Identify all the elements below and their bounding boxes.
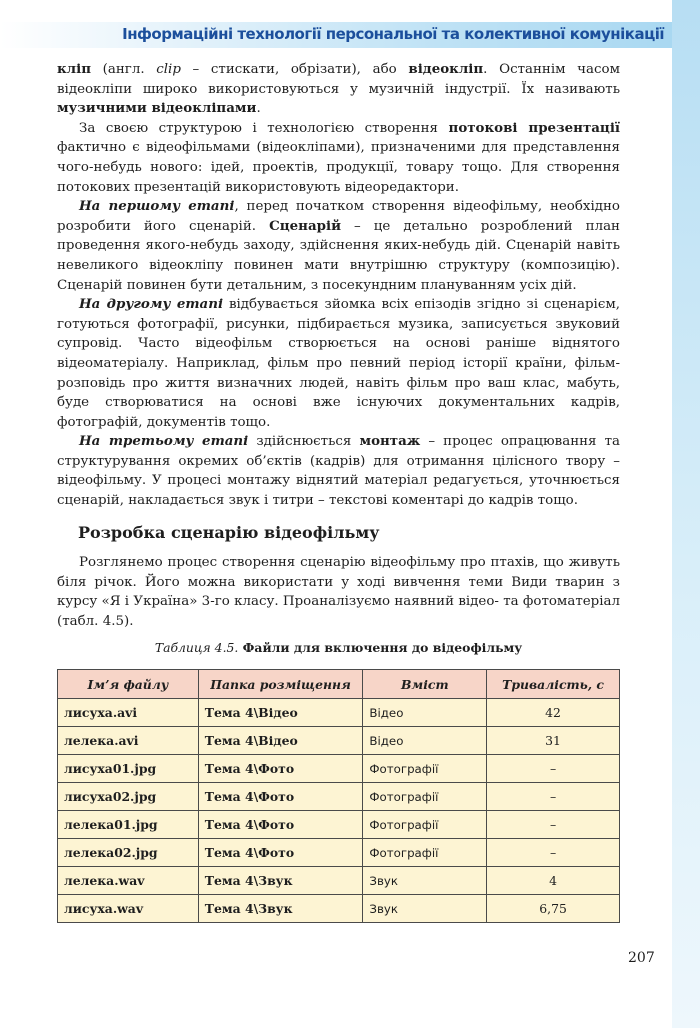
table-row — [58, 727, 620, 755]
cell-filename: лисуха.wav — [58, 895, 199, 923]
section-heading: Розробка сценарію відеофільму — [78, 523, 380, 542]
column-header-filename: Ім’я файлу — [58, 670, 199, 699]
cell-content: Фотографії — [363, 811, 487, 839]
cell-content: Фотографії — [363, 755, 487, 783]
paragraph-scenario-intro: Розглянемо процес створення сценарію відеофільму про птахів, що живуть біля річок. Його можна використати у ході вивчення теми Види тварин з курсу «Я і Україна» 3-го класу. Проаналізуємо наявний відео- та фотоматеріал (табл. 4.5). — [57, 555, 620, 629]
cell-duration: 6,75 — [487, 895, 620, 923]
cell-filename: лелека.avi — [58, 727, 199, 755]
cell-filename: лелека01.jpg — [58, 811, 199, 839]
cell-folder: Тема 4\Відео — [198, 727, 363, 755]
running-header-title: Інформаційні технології персональної та колективної комунікації — [122, 25, 664, 43]
cell-content: Звук — [363, 867, 487, 895]
cell-content: Фотографії — [363, 783, 487, 811]
cell-folder: Тема 4\Звук — [198, 867, 363, 895]
table-row — [58, 867, 620, 895]
paragraph-stage-three: На третьому етапі здійснюється монтаж – процес опрацювання та структурування окремих об’єктів (кадрів) для отримання цілісного твору – відеофільму. У процесі монтажу віднятий матеріал редагується, уточнюється сценарій, накладається звук і титри – текстові коментарі до кадрів тощо. — [57, 433, 620, 509]
table-row — [58, 783, 620, 811]
column-header-duration: Тривалість, с — [487, 670, 620, 699]
cell-content: Відео — [363, 699, 487, 727]
cell-duration: 42 — [487, 699, 620, 727]
cell-duration: – — [487, 839, 620, 867]
cell-content: Звук — [363, 895, 487, 923]
cell-filename: лелека.wav — [58, 867, 199, 895]
cell-folder: Тема 4\Фото — [198, 783, 363, 811]
cell-filename: лелека02.jpg — [58, 839, 199, 867]
table-row — [58, 755, 620, 783]
files-table — [57, 669, 620, 923]
table-caption: Таблиця 4.5. Файли для включення до відеофільму — [154, 640, 523, 655]
paragraph-clip: кліп (англ. clip – стискати, обрізати), або відеокліп. Останнім часом відеокліпи широко використовуються у музичній індустрії. Їх називають музичними відеокліпами. — [57, 61, 620, 117]
cell-duration: – — [487, 811, 620, 839]
cell-duration: 31 — [487, 727, 620, 755]
cell-folder: Тема 4\Фото — [198, 839, 363, 867]
cell-duration: – — [487, 783, 620, 811]
column-header-content: Вміст — [363, 670, 487, 699]
cell-duration: – — [487, 755, 620, 783]
table-row — [58, 839, 620, 867]
table-header-row — [58, 670, 620, 699]
paragraph-stage-one: На першому етапі, перед початком створення відеофільму, необхідно розробити його сценарій. Сценарій – це детально розроблений план проведення якого-небудь заходу, здійснення яких-небудь дій. Сценарій навіть невеликого відеокліпу повинен мати внутрішню структуру (композицію). Сценарій повинен бути детальним, з посекундним плануванням усіх дій. — [57, 198, 620, 293]
table-row — [58, 895, 620, 923]
cell-filename: лисуха02.jpg — [58, 783, 199, 811]
side-decoration-strip — [672, 0, 700, 1028]
paragraph-stage-two: На другому етапі відбувається зйомка всіх епізодів згідно зі сценарієм, готуються фотографії, рисунки, підбирається музика, записується звуковий супровід. Часто відеофільм створюється на основі раніше віднятого відеоматеріалу. Наприклад, фільм про певний період історії країни, фільм-розповідь про життя визначних людей, навіть фільм про ваш клас, мабуть, буде створюватися на основі вже існуючих документальних кадрів, фотографій, документів тощо. — [57, 296, 620, 430]
cell-folder: Тема 4\Відео — [198, 699, 363, 727]
column-header-folder: Папка розміщення — [198, 670, 363, 699]
page-number: 207 — [628, 950, 655, 966]
cell-filename: лисуха01.jpg — [58, 755, 199, 783]
table-row — [58, 811, 620, 839]
cell-content: Відео — [363, 727, 487, 755]
cell-folder: Тема 4\Фото — [198, 755, 363, 783]
paragraph-stream-presentations: За своєю структурою і технологією створення потокові презентації фактично є відеофільмами (відеокліпами), призначеними для представлення чого-небудь нового: ідей, проектів, продукції, товару тощо. Для створення потокових презентацій використовують відеоредактори. — [57, 119, 620, 195]
cell-duration: 4 — [487, 867, 620, 895]
cell-content: Фотографії — [363, 839, 487, 867]
table-row — [58, 699, 620, 727]
cell-filename: лисуха.avi — [58, 699, 199, 727]
section-text — [57, 553, 620, 631]
cell-folder: Тема 4\Звук — [198, 895, 363, 923]
main-text — [57, 60, 620, 511]
cell-folder: Тема 4\Фото — [198, 811, 363, 839]
